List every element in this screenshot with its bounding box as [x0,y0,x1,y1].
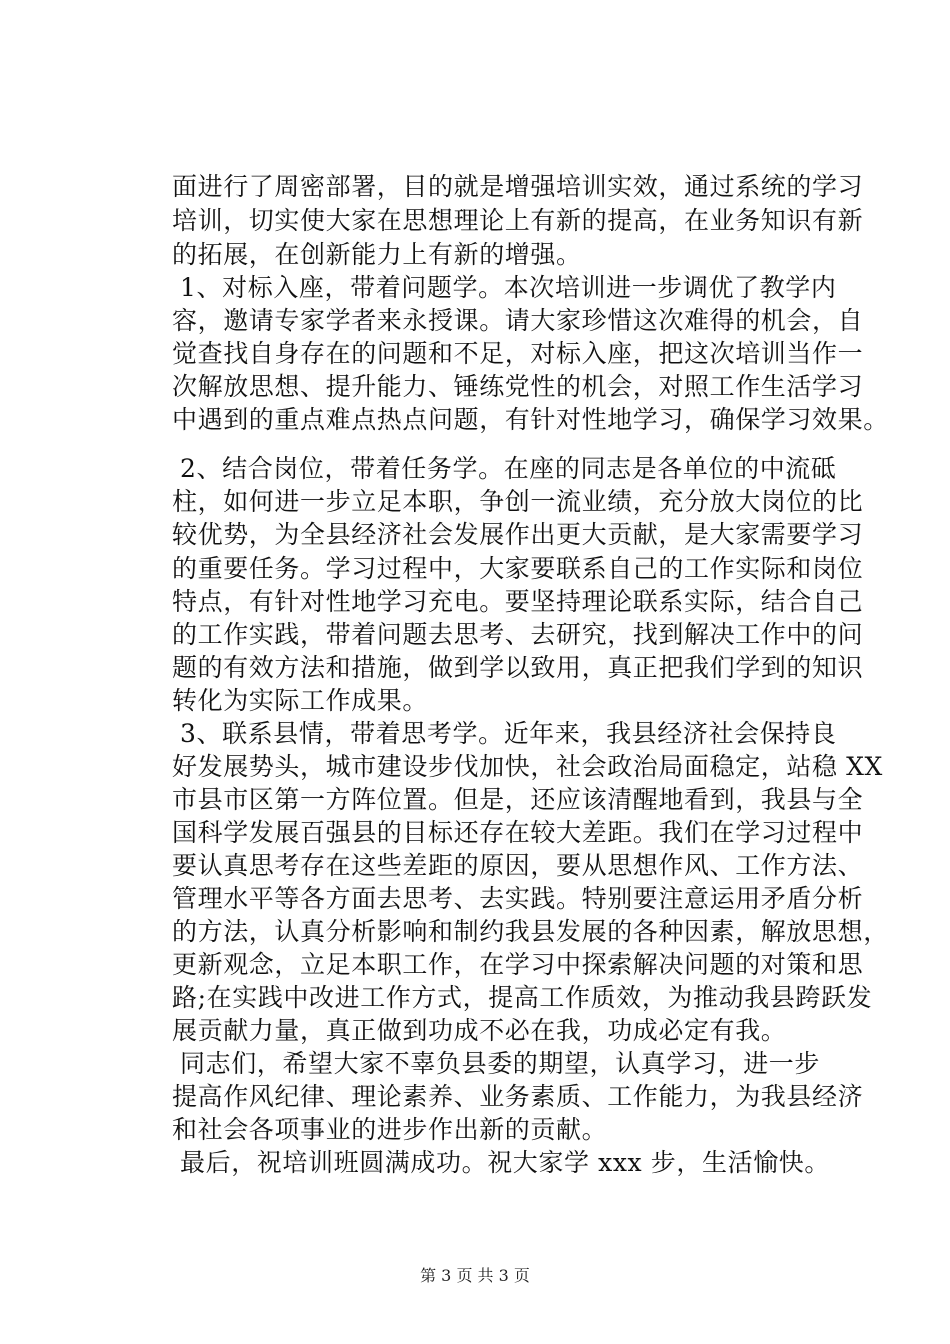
text-line: 1、对标入座，带着问题学。本次培训进一步调优了教学内 [180,273,837,302]
text-line: 提高作风纪律、理论素养、业务素质、工作能力，为我县经济 [172,1082,864,1111]
text-line: 管理水平等各方面去思考、去实践。特别要注意运用矛盾分析 [172,884,864,913]
text-line: 的方法，认真分析影响和制约我县发展的各种因素，解放思想， [172,917,889,946]
text-line: 的重要任务。学习过程中，大家要联系自己的工作实际和岗位 [172,554,864,583]
text-line: 的拓展，在创新能力上有新的增强。 [172,240,582,269]
text-line: 2、结合岗位，带着任务学。在座的同志是各单位的中流砥 [180,454,837,483]
text-line: 较优势，为全县经济社会发展作出更大贡献，是大家需要学习 [172,520,864,549]
text-line: 转化为实际工作成果。 [172,686,429,715]
text-line: 和社会各项事业的进步作出新的贡献。 [172,1115,608,1144]
text-line: 更新观念，立足本职工作，在学习中探索解决问题的对策和思 [172,950,864,979]
text-line: 3、联系县情，带着思考学。近年来，我县经济社会保持良 [180,719,837,748]
text-line: 好发展势头，城市建设步伐加快，社会政治局面稳定，站稳 XX [172,752,883,781]
text-line: 国科学发展百强县的目标还存在较大差距。我们在学习过程中 [172,818,864,847]
text-line: 同志们，希望大家不辜负县委的期望，认真学习，进一步 [180,1049,821,1078]
page-footer: 第 3 页 共 3 页 [420,1266,530,1285]
text-line: 展贡献力量，真正做到功成不必在我，功成必定有我。 [172,1016,787,1045]
text-line: 面进行了周密部署，目的就是增强培训实效，通过系统的学习 [172,172,864,201]
text-line: 觉查找自身存在的问题和不足，对标入座，把这次培训当作一 [172,339,864,368]
text-line: 柱，如何进一步立足本职，争创一流业绩，充分放大岗位的比 [172,487,864,516]
text-line: 特点，有针对性地学习充电。要坚持理论联系实际，结合自己 [172,587,864,616]
text-line: 路;在实践中改进工作方式，提高工作质效，为推动我县跨跃发 [172,983,873,1012]
text-line: 要认真思考存在这些差距的原因，要从思想作风、工作方法、 [172,851,864,880]
text-line: 中遇到的重点难点热点问题，有针对性地学习，确保学习效果。 [172,405,889,434]
text-line: 的工作实践，带着问题去思考、去研究，找到解决工作中的问 [172,620,864,649]
text-line: 题的有效方法和措施，做到学以致用，真正把我们学到的知识 [172,653,864,682]
text-line: 市县市区第一方阵位置。但是，还应该清醒地看到，我县与全 [172,785,864,814]
text-line: 次解放思想、提升能力、锤练党性的机会，对照工作生活学习 [172,372,864,401]
text-line: 培训，切实使大家在思想理论上有新的提高，在业务知识有新 [172,206,864,235]
text-line: 最后，祝培训班圆满成功。祝大家学 xxx 步，生活愉快。 [180,1148,830,1177]
text-line: 容，邀请专家学者来永授课。请大家珍惜这次难得的机会，自 [172,306,864,335]
